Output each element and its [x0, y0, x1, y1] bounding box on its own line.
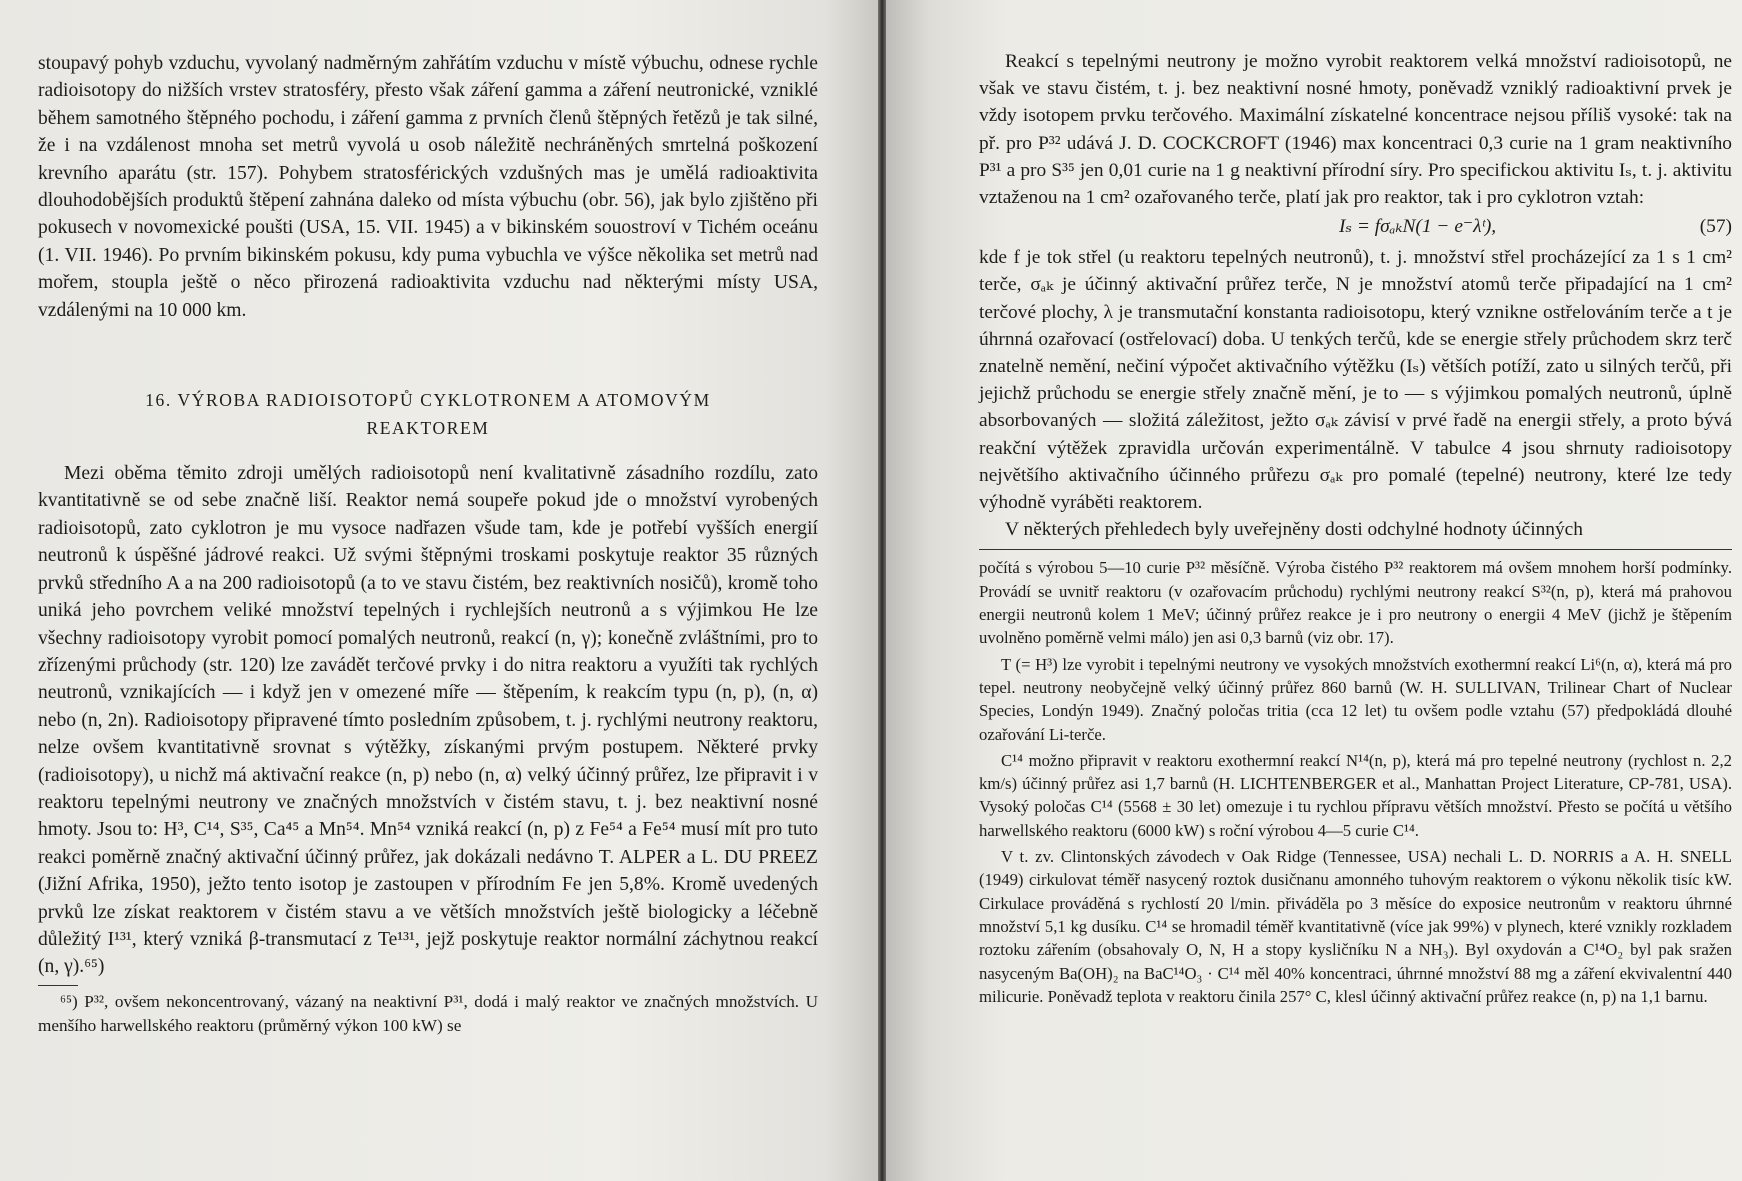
section-heading-line1: 16. VÝROBA RADIOISOTOPŮ CYKLOTRONEM A ATOMOVÝM [145, 390, 711, 411]
left-paragraph-continued: stoupavý pohyb vzduchu, vyvolaný nadměrným zahřátím vzduchu v místě výbuchu, odnese rychle radioisotopy do nižších vrstev stratosféry, přesto však záření gamma a záření neutronické, vzniklé během samotného štěpného pochodu, i záření gamma z prvních členů štěpných řetězů je tak silné, že i na vzdálenost mnoha set metrů vyvolá u osob náležitě nechráněných smrtelná poškození krevního aparátu (str. 157). Pohybem stratosférických vzdušných mas je umělá radioaktivita dlouhodobějších produktů štěpení zahnána daleko od místa výbuchu (obr. 56), jak bylo zjištěno při pokusech v novomexické poušti (USA, 15. VII. 1945) a v bikinském souostroví v Tichém oceánu (1. VII. 1946). Po prvním bikinském pokusu, kdy puma vybuchla ve výšce několika set metrů nad mořem, stoupla ještě o něco přirozená radioaktivita vzduchu nad některými místy USA, vzdálenými na 10 000 km. [38, 53, 818, 321]
book-gutter [878, 0, 886, 1181]
equation-formula: Iₛ = fσₐₖN(1 − e⁻λᵗ), [1339, 216, 1497, 238]
footnote-continued: počítá s výrobou 5—10 curie P³² měsíčně. Výroba čistého P³² reaktorem má ovšem mnohem horší podmínky. Provádí se uvnitř reaktoru (v ozařovacím průchodu) rychlými neutrony reakcí S³²(n, p), která má prahovou energii neutronů kolem 1 MeV; účinný průřez reakce je i pro neutrony o energii 4 MeV (jichž je štěpením uvolněno poměrně velmi málo) jen asi 0,3 barnů (viz obr. 17). [979, 558, 1732, 648]
right-paragraph-1: Reakcí s tepelnými neutrony je možno vyrobit reaktorem velká množství radioisotopů, ne však ve stavu čistém, t. j. bez neaktivní nosné hmoty, poněvadž vzniklý radioaktivní prvek je vždy isotopem prvku terčového. Maximální získatelné koncentrace nejsou příliš vysoké: tak na př. pro P³² udává J. D. COCKCROFT (1946) max koncentraci 0,3 curie na 1 gram neaktivního P³¹ a pro S³⁵ jen 0,01 curie na 1 g neaktivní přírodní síry. Pro specifickou aktivitu Iₛ, t. j. aktivitu vztaženou na 1 cm² ozařovaného terče, platí jak pro reaktor, tak i pro cyklotron vztah: [979, 51, 1732, 209]
footnote-divider-right [979, 549, 1732, 550]
footnote-carbon14: C¹⁴ možno připravit v reaktoru exothermní reakcí N¹⁴(n, p), která má pro tepelné neutrony (rychlost n. 2,2 km/s) účinný průřez asi 1,7 barnů (H. LICHTENBERGER et al., Manhattan Project Literature, CP-781, USA). Vysoký poločas C¹⁴ (5568 ± 30 let) omezuje i tu rychlou přípravu větších množství. Přesto se počítá u většího harwellského reaktoru (6000 kW) s roční výrobou 4—5 curie C¹⁴. [979, 750, 1732, 840]
equation-57 [979, 213, 1732, 241]
section-heading [38, 386, 818, 442]
right-page [886, 0, 1742, 1181]
section-heading-line2: REAKTOREM [366, 418, 490, 439]
footnote-65: ⁶⁵) P³², ovšem nekoncentrovaný, vázaný na neaktivní P³¹, dodá i malý reaktor ve značných množstvích. U menšího harwellského reaktoru (průměrný výkon 100 kW) se [38, 991, 818, 1035]
footnote-oak-ridge: V t. zv. Clintonských závodech v Oak Ridge (Tennessee, USA) nechali L. D. NORRIS a A. H. SNELL (1949) cirkulovat téměř nasycený roztok dusičnanu amonného tuhovým reaktorem o výkonu několik tisíc kW. Cirkulace prováděná s rychlostí 20 l/min. přiváděla po 3 měsíce do exposice neutronům v reaktoru úhrnné množství 5,1 kg dusíku. C¹⁴ se hromadil téměř kvantitativně (více jak 99%) v plynech, které vznikly rozkladem roztoku zářením (obsahovaly O, N, H a stopy kysličníku N a NH₃). Byl oxydován a C¹⁴O₂ byl pak sražen nasyceným Ba(OH)₂ na BaC¹⁴O₃ · C¹⁴ měl 40% koncentraci, úhrnné množství 88 mg a záření ekvivalentní 440 milicurie. Poněvadž teplota v reaktoru činila 257° C, klesl účinný aktivační průřez reakce (n, p) na 1,1 barnu. [979, 847, 1732, 1006]
left-paragraph-main: Mezi oběma těmito zdroji umělých radioisotopů není kvalitativně zásadního rozdílu, zato kvantitativně se od sebe značně liší. Reaktor nemá soupeře pokud jde o množství vyrobených radioisotopů, zato cyklotron je mu vysoce nadřazen všude tam, kde je potřebí vyšších energií neutronů k úspěšné jádrové reakci. Už svými štěpnými troskami poskytuje reaktor 35 různých prvků středního A a na 200 radioisotopů (a to ve stavu čistém, bez reaktivních nosičů), kromě toho uniká jeho povrchem veliké množství tepelných i rychlejších neutronů a s výjimkou He lze všechny radioisotopy vyrobit pomocí pomalých neutronů, reakcí (n, γ); konečně zvláštními, pro to zřízenými průchody (str. 120) lze zavádět terčové prvky i do nitra reaktoru a využíti tak rychlých neutronů, vznikajících — i když jen v omezené míře — štěpením, k reakcím typu (n, p), (n, α) nebo (n, 2n). Radioisotopy připravené tímto posledním způsobem, t. j. rychlými neutrony reaktoru, nelze ovšem kvantitativně srovnat s výtěžky, získanými prvým postupem. Některé prvky (radioisotopy), u nichž má aktivační reakce (n, p) nebo (n, α) velký účinný průřez, lze připravit i v reaktoru tepelnými neutrony ve značných množstvích v čistém stavu, t. j. bez neaktivní nosné hmoty. Jsou to: H³, C¹⁴, S³⁵, Ca⁴⁵ a Mn⁵⁴. Mn⁵⁴ vzniká reakcí (n, p) z Fe⁵⁴ a Fe⁵⁴ musí mít pro tuto reakci poměrně značný aktivační účinný průřez, jak dokázali nedávno T. ALPER a L. DU PREEZ (Jižní Afrika, 1950), ježto tento isotop je zastoupen v přírodním Fe jen 5,8%. Kromě uvedených prvků lze získat reaktorem v čistém stavu a ve větších množstvích ještě biologicky a léčebně důležitý I¹³¹, který vzniká β-transmutací z Te¹³¹, jejž poskytuje reaktor normální záchytnou reakcí (n, γ).⁶⁵) [38, 463, 818, 978]
footnote-divider [38, 985, 78, 986]
footnote-tritium: T (= H³) lze vyrobit i tepelnými neutrony ve vysokých množstvích exothermní reakcí Li⁶(n, α), která má pro tepel. neutrony neobyčejně velký účinný průřez 860 barnů (W. H. SULLIVAN, Trilinear Chart of Nuclear Species, Londýn 1949). Značný poločas tritia (cca 12 let) tu ovšem podle vztahu (57) předpokládá dlouhé ozařování Li-terče. [979, 654, 1732, 744]
right-paragraph-2: kde f je tok střel (u reaktoru tepelných neutronů), t. j. množství střel procházející za 1 s 1 cm² terče, σₐₖ je účinný aktivační průřez terče, N je množství atomů terče připadající na 1 cm² terčové plochy, λ je transmutační konstanta radioisotopu, který vznikne ostřelováním terče a t je úhrnná ozařovací (ostřelovací) doba. U tenkých terčů, kde se energie střely průchodem skrz terč znatelně nemění, nečiní výpočet aktivačního výtěžku (Iₛ) větších potíží, zato u silných terčů, při jejichž průchodu se energie střely značně mění, je to — s výjimkou pomalých neutronů, úplně absorbovaných — složitá záležitost, ježto σₐₖ závisí v prvé řadě na energii střely, a proto bývá reakční výtěžek zpravidla určován experimentálně. V tabulce 4 jsou shrnuty radioisotopy největšího aktivačního účinného průřezu σₐₖ pro pomalé (tepelné) neutrony, které lze tedy výhodně vyráběti reaktorem. [979, 247, 1732, 514]
equation-number: (57) [1699, 216, 1732, 238]
right-paragraph-3: V některých přehledech byly uveřejněny dosti odchylné hodnoty účinných [1005, 519, 1583, 541]
